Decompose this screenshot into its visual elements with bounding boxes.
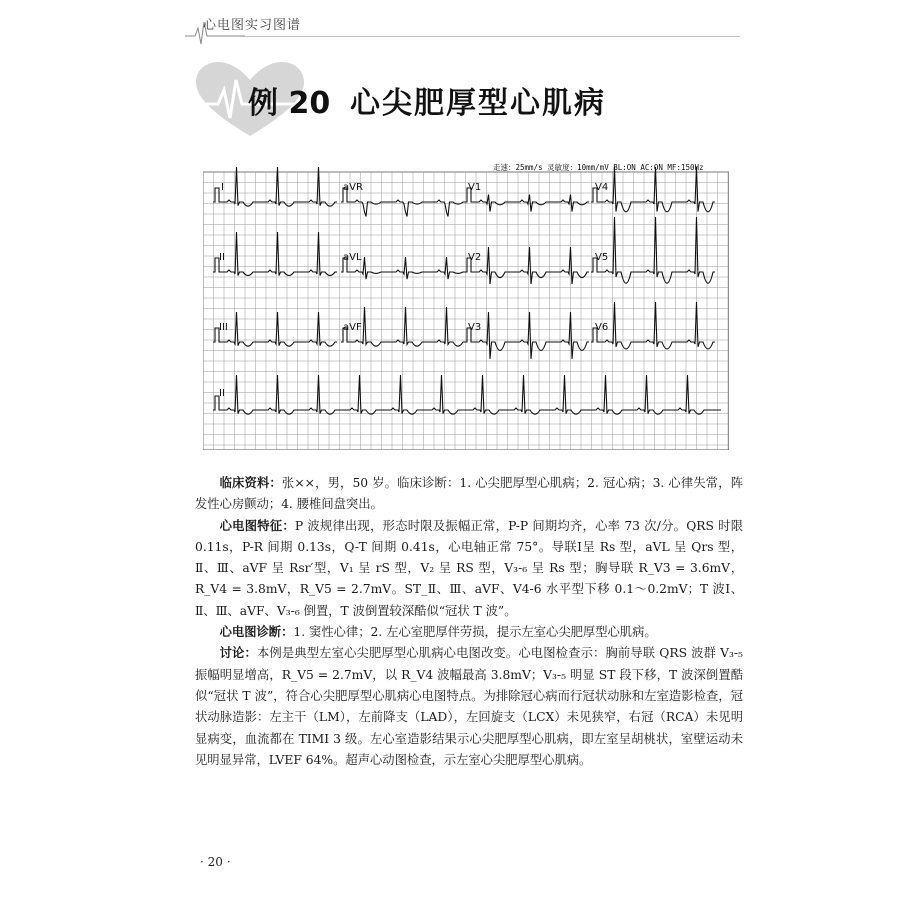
- case-heading: 心尖肥厚型心肌病: [350, 86, 606, 121]
- clinical-data-text: 张××，男，50 岁。临床诊断：1. 心尖肥厚型心肌病；2. 冠心病；3. 心律失常，阵发性心房颤动；4. 腰椎间盘突出。: [195, 476, 743, 512]
- ecg-figure: [203, 160, 729, 450]
- ecg-caption: 走速：25mm/s 灵敏度：10mm/mV BL:ON AC:ON MF:150Hz: [493, 163, 704, 172]
- running-title: 心电图实习图谱: [203, 18, 302, 33]
- ecg-features-label: 心电图特征：: [219, 518, 295, 533]
- case-body: [195, 473, 743, 771]
- discussion-paragraph: [195, 643, 743, 771]
- lead-label-ii-rhythm: II: [219, 388, 225, 399]
- lead-label-v2: V2: [468, 252, 482, 263]
- lead-label-avf: aVF: [343, 322, 362, 333]
- discussion-text: 本例是典型左室心尖肥厚型心肌病心电图改变。心电图检查示：胸前导联 QRS 波群 V₃-₅ 振幅明显增高，R_V5 = 2.7mV，以 R_V4 波幅最高 3.8mV；V₃-₅ 明显 ST 段下移，T 波深倒置酷似“冠状 T 波”，符合心尖肥厚型心肌病心电图特点。为排除冠心病而行冠状动脉和左室造影检查，冠状动脉造影：左主干（LM），左前降支（LAD），左回旋支（LCX）未见狭窄，右冠（RCA）未见明显病变，血流都在 TIMI 3 级。左心室造影结果示心尖肥厚型心肌病，即左室呈胡桃状，室壁运动未见明显异常，LVEF 64%。超声心动图检查，示左室心尖肥厚型心肌病。: [195, 646, 743, 767]
- lead-label-v1: V1: [468, 182, 482, 193]
- lead-label-iii: III: [219, 322, 228, 333]
- lead-label-i: I: [221, 182, 224, 193]
- lead-label-ii: II: [219, 252, 225, 263]
- running-header: [0, 0, 900, 60]
- discussion-label: 讨论：: [219, 646, 257, 661]
- clinical-data-label: 临床资料：: [219, 476, 282, 490]
- ecg-diagnosis-label: 心电图诊断：: [219, 625, 294, 640]
- ecg-features-paragraph: [195, 516, 743, 622]
- case-number: 例 20: [248, 86, 331, 121]
- ecg-diagnosis-paragraph: [195, 622, 743, 643]
- lead-label-v4: V4: [595, 182, 609, 193]
- clinical-data-paragraph: [195, 473, 743, 516]
- page-number: · 20 ·: [200, 855, 231, 869]
- lead-label-v6: V6: [595, 322, 609, 333]
- lead-label-avl: aVL: [343, 252, 362, 263]
- header-rule: [240, 36, 740, 37]
- case-title-block: [190, 60, 610, 140]
- ecg-grid: [203, 160, 729, 450]
- ecg-features-text: P 波规律出现，形态时限及振幅正常，P-P 间期均齐，心率 73 次/分。QRS 时限 0.11s，P-R 间期 0.13s，Q-T 间期 0.41s，心电轴正常 75°。导联Ⅰ呈 Rs 型，aVL 呈 Qrs 型，Ⅱ、Ⅲ、aVF 呈 Rsr′型，V₁ 呈 rS 型，V₂ 呈 RS 型，V₃-₆ 呈 Rs 型；胸导联 R_V3 = 3.6mV，R_V4 = 3.8mV，R_V5 = 2.7mV。ST_Ⅱ、Ⅲ、aVF、V4-6 水平型下移 0.1～0.2mV；T 波Ⅰ、Ⅱ、Ⅲ、aVF、V₃-₆ 倒置，T 波倒置较深酷似“冠状 T 波”。: [195, 518, 743, 618]
- lead-label-v3: V3: [468, 322, 482, 333]
- ecg-diagnosis-text: 1. 窦性心律；2. 左心室肥厚伴劳损，提示左室心尖肥厚型心肌病。: [293, 625, 657, 640]
- lead-label-avr: aVR: [343, 182, 363, 193]
- lead-label-v5: V5: [595, 252, 609, 263]
